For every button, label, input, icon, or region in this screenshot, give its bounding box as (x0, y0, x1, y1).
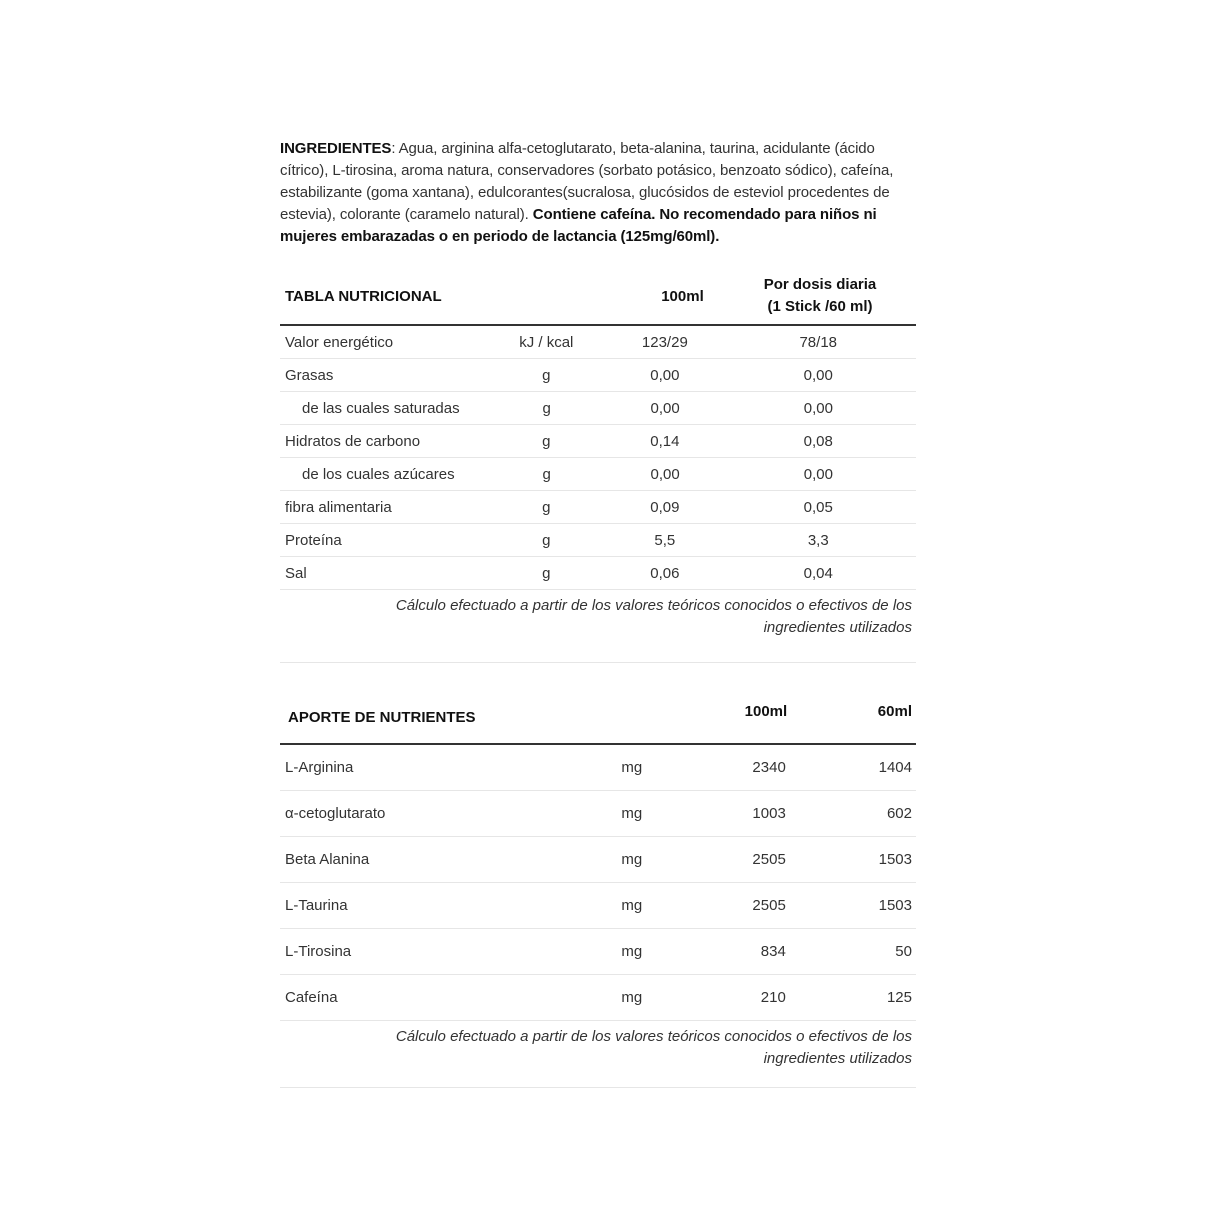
nutrition-col-dose (725, 274, 915, 318)
table-row (280, 458, 916, 491)
nutrient-name: de las cuales saturadas (302, 399, 460, 417)
nutrient-value-100ml: 0,00 (650, 465, 680, 483)
aporte-col-100ml: 100ml (744, 703, 788, 720)
nutrient-value-100ml: 0,09 (650, 498, 680, 516)
aporte-col-60ml: 60ml (877, 703, 912, 720)
nutrition-note-block (280, 590, 916, 663)
nutrient-unit: g (542, 399, 551, 417)
aporte-nutrient-name: L-Taurina (285, 897, 348, 914)
nutrient-name: fibra alimentaria (285, 498, 392, 516)
nutrition-col-dose-line1: Por dosis diaria (763, 276, 877, 293)
nutrient-name: Hidratos de carbono (285, 432, 421, 450)
aporte-value-60ml: 125 (886, 989, 912, 1006)
aporte-value-100ml: 1003 (752, 805, 786, 822)
nutrient-value-dose: 78/18 (799, 333, 838, 351)
table-row (280, 326, 916, 359)
nutrient-value-dose: 0,08 (803, 432, 833, 450)
aporte-unit: mg (621, 759, 643, 776)
nutrient-value-100ml: 0,14 (650, 432, 680, 450)
nutrient-value-dose: 0,04 (803, 564, 833, 582)
nutrient-unit: g (542, 564, 551, 582)
ingredients-label: INGREDIENTES (280, 140, 392, 157)
table-row (280, 359, 916, 392)
nutrient-value-100ml: 5,5 (654, 531, 676, 549)
nutrient-value-dose: 0,00 (803, 465, 833, 483)
table-row (280, 929, 916, 975)
aporte-value-60ml: 1404 (878, 759, 912, 776)
nutrient-value-100ml: 0,00 (650, 366, 680, 384)
aporte-unit: mg (621, 897, 643, 914)
nutrition-col-100ml: 100ml (661, 287, 704, 305)
aporte-table-title: APORTE DE NUTRIENTES (288, 709, 476, 726)
nutrient-unit: g (542, 432, 551, 450)
table-row (280, 975, 916, 1021)
aporte-value-100ml: 834 (760, 943, 786, 960)
aporte-value-100ml: 2505 (752, 897, 786, 914)
ingredients-text: : Agua, arginina alfa-cetoglutarato, beta-alanina, taurina, acidulante (ácido cítrico), L-tirosina, aroma natura, conservadores (sorbato potásico, benzoato sódico), cafeína, estabilizante (goma xantana), edulcorantes(sucralosa, glucósidos de esteviol procedentes de estevia), colorante (caramelo natural). (280, 140, 894, 223)
aporte-nutrient-name: Beta Alanina (285, 851, 370, 868)
nutrient-value-dose: 0,00 (803, 366, 833, 384)
aporte-value-100ml: 2505 (752, 851, 786, 868)
table-row (280, 837, 916, 883)
nutrient-value-100ml: 0,00 (650, 399, 680, 417)
aporte-unit: mg (621, 989, 643, 1006)
aporte-nutrient-name: L-Arginina (285, 759, 354, 776)
nutrient-unit: kJ / kcal (519, 333, 574, 351)
table-row (280, 392, 916, 425)
nutrient-name: de los cuales azúcares (302, 465, 455, 483)
nutrient-name: Sal (285, 564, 307, 582)
aporte-unit: mg (621, 805, 643, 822)
nutrient-name: Valor energético (285, 333, 394, 351)
aporte-nutrient-name: L-Tirosina (285, 943, 352, 960)
nutrient-unit: g (542, 366, 551, 384)
aporte-nutrient-name: Cafeína (285, 989, 338, 1006)
nutrient-name: Proteína (285, 531, 342, 549)
nutrition-col-dose-line2: (1 Stick /60 ml) (767, 298, 873, 315)
nutrition-table-title: TABLA NUTRICIONAL (285, 287, 442, 305)
aporte-note-block (280, 1021, 916, 1088)
nutrient-unit: g (542, 531, 551, 549)
aporte-calculation-note: Cálculo efectuado a partir de los valores teóricos conocidos o efectivos de los ingredientes utilizados (395, 1028, 912, 1067)
nutrient-value-100ml: 0,06 (650, 564, 680, 582)
table-row (280, 524, 916, 557)
nutrient-value-dose: 3,3 (807, 531, 829, 549)
aporte-value-60ml: 1503 (878, 851, 912, 868)
aporte-unit: mg (621, 943, 643, 960)
table-row (280, 557, 916, 590)
aporte-value-100ml: 210 (760, 989, 786, 1006)
nutrient-value-100ml: 123/29 (641, 333, 688, 351)
aporte-unit: mg (621, 851, 643, 868)
table-row (280, 491, 916, 524)
nutrition-table-header (280, 268, 916, 326)
aporte-table-header (280, 701, 916, 745)
nutrient-name: Grasas (285, 366, 334, 384)
nutrient-value-dose: 0,00 (803, 399, 833, 417)
product-label (280, 138, 916, 1088)
aporte-value-60ml: 602 (886, 805, 912, 822)
aporte-value-100ml: 2340 (752, 759, 786, 776)
caffeine-warning: Contiene cafeína. No recomendado para niños ni mujeres embarazadas o en periodo de lactancia (125mg/60ml). (280, 206, 877, 245)
table-row (280, 791, 916, 837)
aporte-value-60ml: 1503 (878, 897, 912, 914)
ingredients-paragraph (280, 138, 916, 248)
nutrient-unit: g (542, 465, 551, 483)
table-row (280, 745, 916, 791)
aporte-value-60ml: 50 (895, 943, 912, 960)
table-row (280, 425, 916, 458)
nutrition-calculation-note: Cálculo efectuado a partir de los valores teóricos conocidos o efectivos de los ingredientes utilizados (395, 597, 912, 636)
table-row (280, 883, 916, 929)
aporte-nutrient-name: α-cetoglutarato (285, 805, 386, 822)
nutrient-value-dose: 0,05 (803, 498, 833, 516)
nutrient-unit: g (542, 498, 551, 516)
